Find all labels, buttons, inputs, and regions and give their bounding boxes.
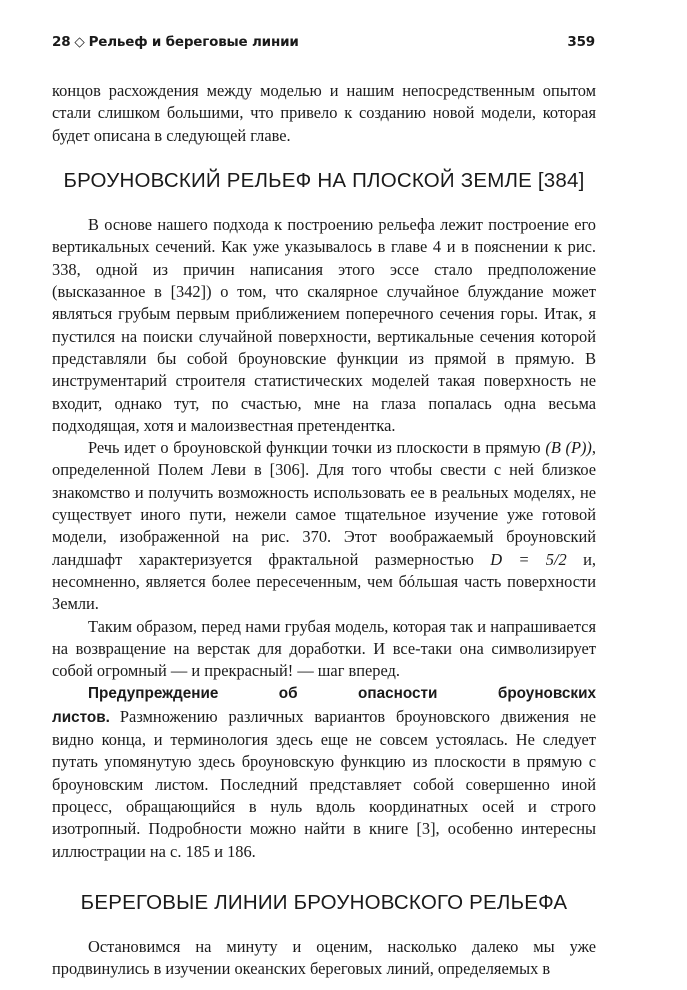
chapter-title: Рельеф и береговые линии [88, 34, 299, 50]
running-head [52, 34, 595, 50]
paragraph-2-text-b: , определенной Полем Леви в [306]. Для того чтобы свести с ней близкое знакомство и получить возможность использовать ее в реальных моделях, не существует иного пути, нежели самое тщательное изучение уже готовой модели, изображенной на рис. 370. Этот воображаемый броуновский ландшафт характеризуется фрактальной размерностью [52, 438, 596, 569]
running-head-left [52, 34, 303, 50]
chapter-number: 28 [52, 34, 71, 50]
paragraph-2-text-a: Речь идет о броуновской функции точки из плоскости в прямую [88, 438, 541, 458]
page-number: 359 [567, 34, 595, 50]
paragraph-3: Таким образом, перед нами грубая модель, которая так и напрашивается на возвращение на верстак для доработки. И все-таки она символизирует собой огромный — и прекрасный! — шаг вперед. [52, 616, 596, 681]
formula-dimension: D = 5/2 [490, 549, 567, 569]
paragraph-2 [52, 437, 596, 615]
warning-paragraph [52, 682, 596, 862]
formula-b-of-p: (B (P)) [545, 438, 592, 458]
warning-text: Размножению различных вариантов броуновского движения не видно конца, и терминология здесь еще не совсем устоялась. Не следует путать упомянутую здесь броуновскую функцию из плоскости в прямую с броуновским листом. Последний представляет собой совершенно иной процесс, обращающийся в нуль вдоль координатных осей и строго изотропный. Подробности можно найти в книге [3], особенно интересны иллюстрации на с. 185 и 186. [52, 706, 596, 861]
paragraph-4: Остановимся на минуту и оценим, насколько далеко мы уже продвинулись в изучении океанских береговых линий, определяемых в [52, 937, 596, 979]
paragraph-intro: концов расхождения между моделью и нашим непосредственным опытом стали слишком большими, что привело к созданию новой модели, которая будет описана в следующей главе. [52, 81, 596, 145]
paragraph-2-text-c: и, несомненно, является более пересеченным, чем бóльшая часть поверхности Земли. [52, 549, 596, 614]
warning-title: Предупреждение об опасности броуновских листов. [52, 685, 596, 726]
page-body [52, 80, 596, 981]
diamond-separator-icon: ◇ [74, 34, 85, 50]
section-heading-coastlines: БЕРЕГОВЫЕ ЛИНИИ БРОУНОВСКОГО РЕЛЬЕФА [80, 890, 568, 914]
section-heading-brownian-relief: БРОУНОВСКИЙ РЕЛЬЕФ НА ПЛОСКОЙ ЗЕМЛЕ [384] [63, 168, 585, 192]
paragraph-1: В основе нашего подхода к построению рельефа лежит построение его вертикальных сечений. Как уже указывалось в главе 4 и в пояснении к рис. 338, одной из причин написания этого эссе стало предположение (высказанное в [342]) о том, что скалярное случайное блуждание может являться грубым первым приближением поперечного сечения горы. Итак, я пустился на поиски случайной поверхности, вертикальные сечения которой представляли бы собой броуновские функции из прямой в прямую. В инструментарий строителя статистических моделей такая поверхность не входит, однако тут, по счастью, мне на глаза попалась одна весьма подходящая, хотя и малоизвестная претендентка. [52, 215, 596, 435]
